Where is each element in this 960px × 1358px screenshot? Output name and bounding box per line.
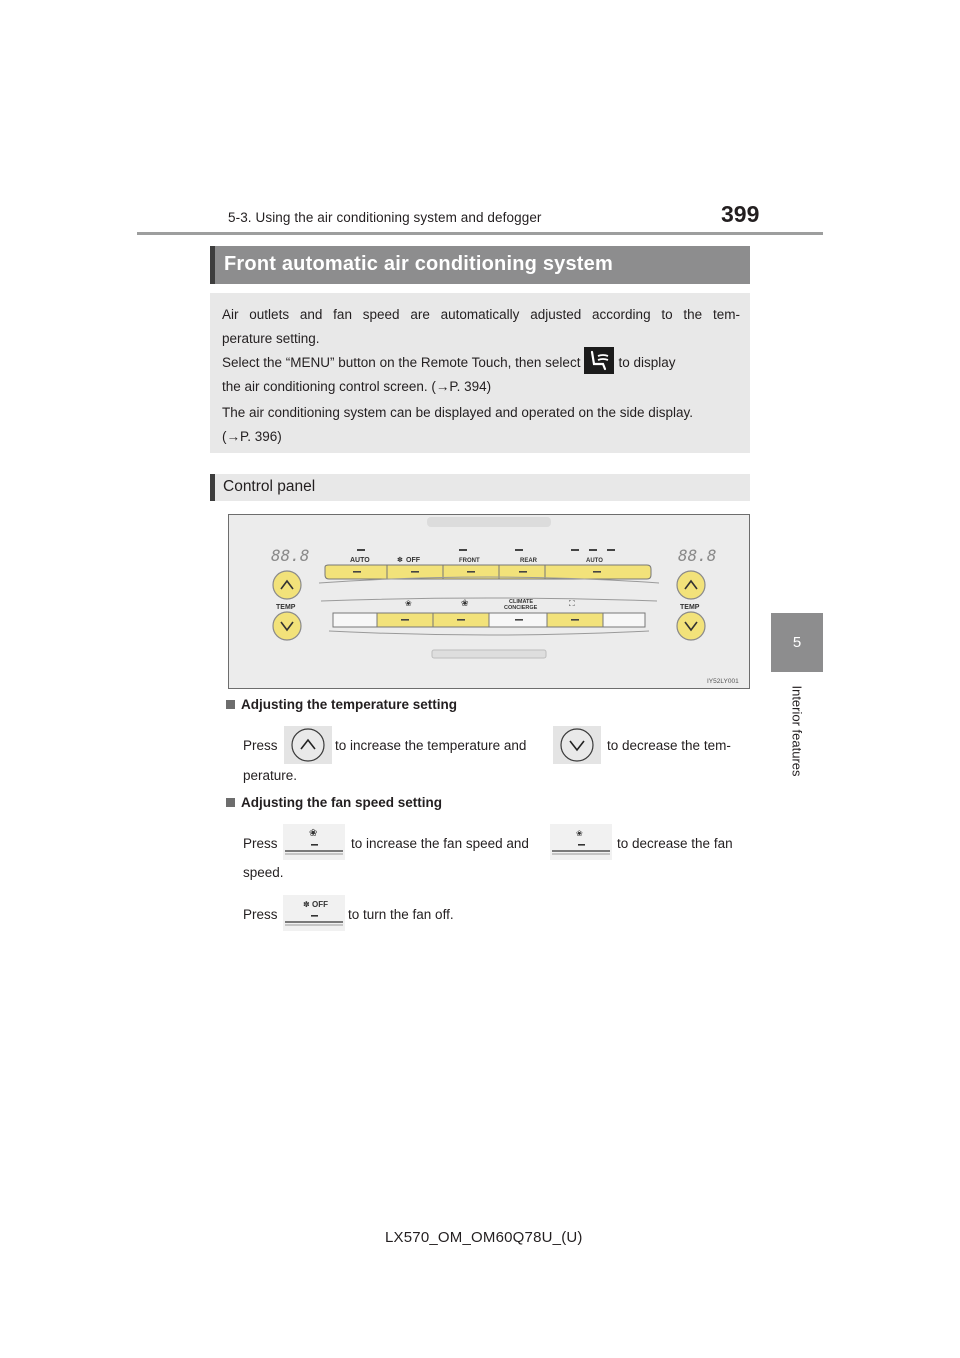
intro-line-2: perature setting. bbox=[222, 331, 320, 346]
intro-line-4: the air conditioning control screen. (→P. 394) bbox=[222, 379, 492, 394]
temp-up-right-button[interactable] bbox=[677, 571, 705, 599]
temp-down-left-button[interactable] bbox=[273, 612, 301, 640]
fan-off-icon: ✽ bbox=[397, 556, 403, 564]
footer-code: LX570_OM_OM60Q78U_(U) bbox=[385, 1229, 583, 1246]
control-panel-heading: Control panel bbox=[223, 478, 316, 495]
fan-heading-text: Adjusting the fan speed setting bbox=[241, 795, 443, 810]
page-number: 399 bbox=[721, 201, 760, 227]
temp-press-1: Press bbox=[243, 738, 278, 753]
sub-accent-bar bbox=[210, 474, 215, 501]
temp-mid-text: to increase the temperature and bbox=[335, 738, 527, 753]
control-panel-figure bbox=[228, 514, 750, 689]
climate-label-2: CONCIERGE bbox=[504, 605, 538, 611]
climate-label-1: CLIMATE bbox=[509, 599, 534, 605]
intro-line-6: (→P. 396) bbox=[222, 429, 282, 444]
chapter-label-text: Interior features bbox=[789, 685, 805, 777]
chapter-label bbox=[780, 676, 814, 786]
bullet-icon bbox=[226, 798, 235, 807]
fan-mid-text: to increase the fan speed and bbox=[351, 836, 529, 851]
fan-high-icon: ❀ bbox=[461, 599, 469, 609]
seat-climate-icon: ⛶ bbox=[569, 599, 575, 608]
page-title: Front automatic air conditioning system bbox=[224, 253, 613, 275]
figure-id: IY52LY001 bbox=[707, 678, 739, 685]
intro-select-text: Select the “MENU” button on the Remote Touch, then select bbox=[222, 355, 581, 370]
fan-up-button[interactable] bbox=[283, 824, 345, 860]
temp-right-label: TEMP bbox=[680, 604, 700, 611]
fan-cont-text: speed. bbox=[243, 865, 284, 880]
svg-text:❀: ❀ bbox=[576, 829, 583, 838]
bullet-icon bbox=[226, 700, 235, 709]
display-left: 88.8 bbox=[271, 546, 310, 565]
intro-line-3 bbox=[222, 351, 740, 375]
temp-end-text: to decrease the tem- bbox=[607, 738, 731, 753]
fan-low-icon: ❀ bbox=[405, 599, 412, 608]
chapter-tab bbox=[771, 613, 823, 672]
bottom-button-row[interactable] bbox=[333, 613, 645, 627]
control-panel-band bbox=[210, 474, 750, 501]
header-rule bbox=[137, 232, 823, 235]
off-label: OFF bbox=[406, 557, 420, 564]
fan-press-2: Press bbox=[243, 907, 278, 922]
svg-text:✽: ✽ bbox=[303, 900, 310, 909]
fan-heading bbox=[226, 795, 442, 810]
control-panel-svg bbox=[229, 515, 749, 688]
auto-label: AUTO bbox=[350, 557, 370, 564]
intro-line-5: The air conditioning system can be displayed and operated on the side display. bbox=[222, 405, 694, 420]
title-accent-bar bbox=[210, 246, 215, 284]
intro-line-1: Air outlets and fan speed are automatically adjusted according to the tem- bbox=[222, 307, 740, 322]
fan-end-text: to decrease the fan bbox=[617, 836, 733, 851]
climate-seat-icon bbox=[584, 347, 614, 374]
fan-off-text: to turn the fan off. bbox=[348, 907, 454, 922]
intro-box bbox=[210, 293, 750, 453]
section-title: 5-3. Using the air conditioning system and defogger bbox=[228, 210, 542, 225]
intro-display-text: to display bbox=[618, 355, 676, 370]
display-right: 88.8 bbox=[678, 546, 717, 565]
rear-label: REAR bbox=[520, 558, 538, 564]
temp-up-left-button[interactable] bbox=[273, 571, 301, 599]
chapter-number: 5 bbox=[792, 634, 802, 651]
temp-up-button[interactable] bbox=[284, 726, 332, 764]
fan-press-1: Press bbox=[243, 836, 278, 851]
title-band bbox=[210, 246, 750, 284]
svg-text:❀: ❀ bbox=[309, 828, 318, 839]
temp-heading-text: Adjusting the temperature setting bbox=[241, 697, 458, 712]
front-label: FRONT bbox=[459, 558, 480, 564]
auto2-label: AUTO bbox=[586, 558, 603, 564]
fan-off-label: OFF bbox=[312, 900, 328, 909]
fan-off-button[interactable] bbox=[283, 895, 345, 931]
temp-heading bbox=[226, 697, 457, 712]
temp-cont-text: perature. bbox=[243, 768, 298, 783]
temp-down-button[interactable] bbox=[553, 726, 601, 764]
temp-down-right-button[interactable] bbox=[677, 612, 705, 640]
fan-down-button[interactable] bbox=[550, 824, 612, 860]
temp-left-label: TEMP bbox=[276, 604, 296, 611]
